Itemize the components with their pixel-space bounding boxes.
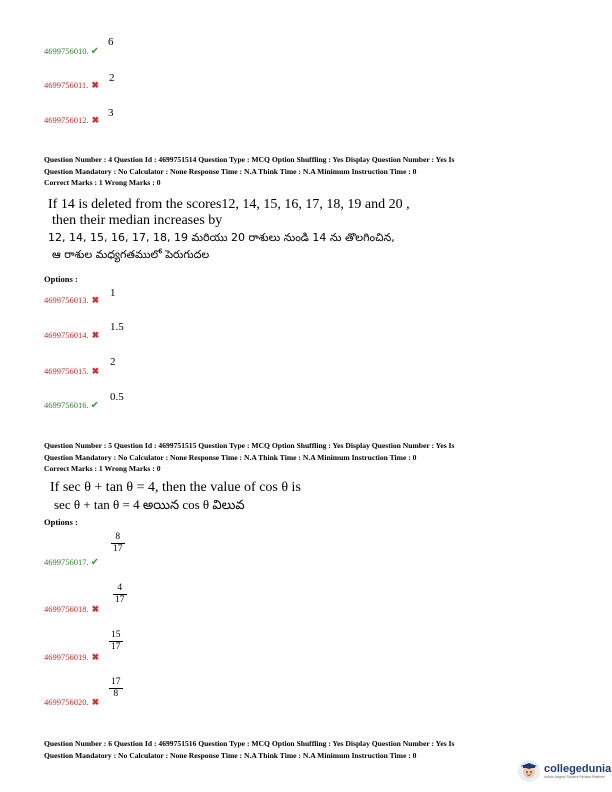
option-fraction: [111, 532, 125, 555]
option-fraction: [113, 583, 127, 606]
fraction-numerator: 4: [117, 583, 123, 593]
check-icon: ✔: [90, 400, 100, 411]
options-label: Options :: [44, 274, 78, 284]
cross-icon: ✖: [91, 295, 100, 305]
fraction-denominator: 17: [113, 544, 123, 554]
cross-icon: ✖: [91, 697, 100, 707]
meta-line: Question Number : 4 Question Id : 4699751514 Question Type : MCQ Option Shuffling : Yes Display Question Number : Yes Is: [44, 155, 455, 164]
option-id: 4699756018. ✖: [44, 604, 100, 614]
meta-line: Question Number : 6 Question Id : 4699751516 Question Type : MCQ Option Shuffling : Yes Display Question Number : Yes Is: [44, 739, 455, 748]
option-value: 2: [109, 72, 115, 84]
option-id: 4699756011. ✖: [44, 80, 99, 90]
option-id: 4699756016. ✔: [44, 400, 100, 411]
option-id: 4699756010. ✔: [44, 46, 100, 57]
option-value: 2: [110, 356, 116, 368]
fraction-denominator: 17: [111, 642, 121, 652]
option-value: 1.5: [110, 321, 124, 333]
cross-icon: ✖: [91, 330, 100, 340]
option-id: 4699756014. ✖: [44, 330, 100, 340]
fraction-numerator: 15: [111, 630, 121, 640]
option-id: 4699756013. ✖: [44, 295, 100, 305]
check-icon: ✔: [90, 46, 100, 57]
option-id: 4699756015. ✖: [44, 366, 100, 376]
question-text-te: ఆ రాశుల మధ్యగతములో పెరుగుదల: [52, 248, 210, 261]
cross-icon: ✖: [91, 366, 100, 376]
question-text-te: sec θ + tan θ = 4 అయిన cos θ విలువ: [54, 497, 245, 512]
question-text-en: then their median increases by: [52, 213, 223, 228]
option-id: 4699756020. ✖: [44, 697, 100, 707]
marks-line: Correct Marks : 1 Wrong Marks : 0: [44, 464, 161, 473]
marks-line: Correct Marks : 1 Wrong Marks : 0: [44, 178, 161, 187]
fraction-denominator: 8: [113, 689, 119, 699]
meta-line: Question Mandatory : No Calculator : None Response Time : N.A Think Time : N.A Minimum Instruction Time : 0: [44, 750, 417, 760]
meta-line: Question Mandatory : No Calculator : None Response Time : N.A Think Time : N.A Minimum Instruction Time : 0: [44, 166, 417, 176]
fraction-numerator: 17: [111, 677, 121, 687]
question-meta: [44, 154, 454, 189]
fraction-denominator: 17: [115, 595, 125, 605]
meta-line: Question Number : 5 Question Id : 4699751515 Question Type : MCQ Option Shuffling : Yes Display Question Number : Yes Is: [44, 441, 455, 450]
option-value: 3: [108, 107, 114, 119]
cross-icon: ✖: [91, 604, 100, 614]
logo-wordmark: collegedunia: [544, 762, 612, 775]
check-icon: ✔: [90, 557, 100, 568]
question-text-en: If sec θ + tan θ = 4, then the value of cos θ is: [50, 480, 301, 495]
fraction-numerator: 8: [115, 532, 121, 542]
option-id: 4699756019. ✖: [44, 652, 100, 662]
question-meta: [44, 738, 454, 761]
option-fraction: [109, 630, 123, 653]
question-meta: [44, 440, 454, 475]
option-value: 6: [108, 36, 114, 48]
option-value: 1: [110, 287, 116, 299]
cross-icon: ✖: [91, 652, 100, 662]
question-text-te: 12, 14, 15, 16, 17, 18, 19 మరియు 20 రాశులు నుండి 14 ను తొలగించిన,: [48, 231, 395, 244]
option-fraction: [109, 677, 123, 700]
option-value: 0.5: [110, 391, 124, 403]
cross-icon: ✖: [91, 115, 100, 125]
mascot-icon: [518, 760, 540, 782]
option-id: 4699756017. ✔: [44, 557, 100, 568]
question-text-en: If 14 is deleted from the scores12, 14, 15, 16, 17, 18, 19 and 20 ,: [48, 197, 410, 212]
option-id: 4699756012. ✖: [44, 115, 100, 125]
collegedunia-logo: [518, 760, 611, 782]
logo-tagline: India's largest Student Review Platform: [544, 774, 605, 779]
cross-icon: ✖: [91, 80, 99, 90]
meta-line: Question Mandatory : No Calculator : None Response Time : N.A Think Time : N.A Minimum Instruction Time : 0: [44, 452, 417, 462]
options-label: Options :: [44, 517, 78, 527]
